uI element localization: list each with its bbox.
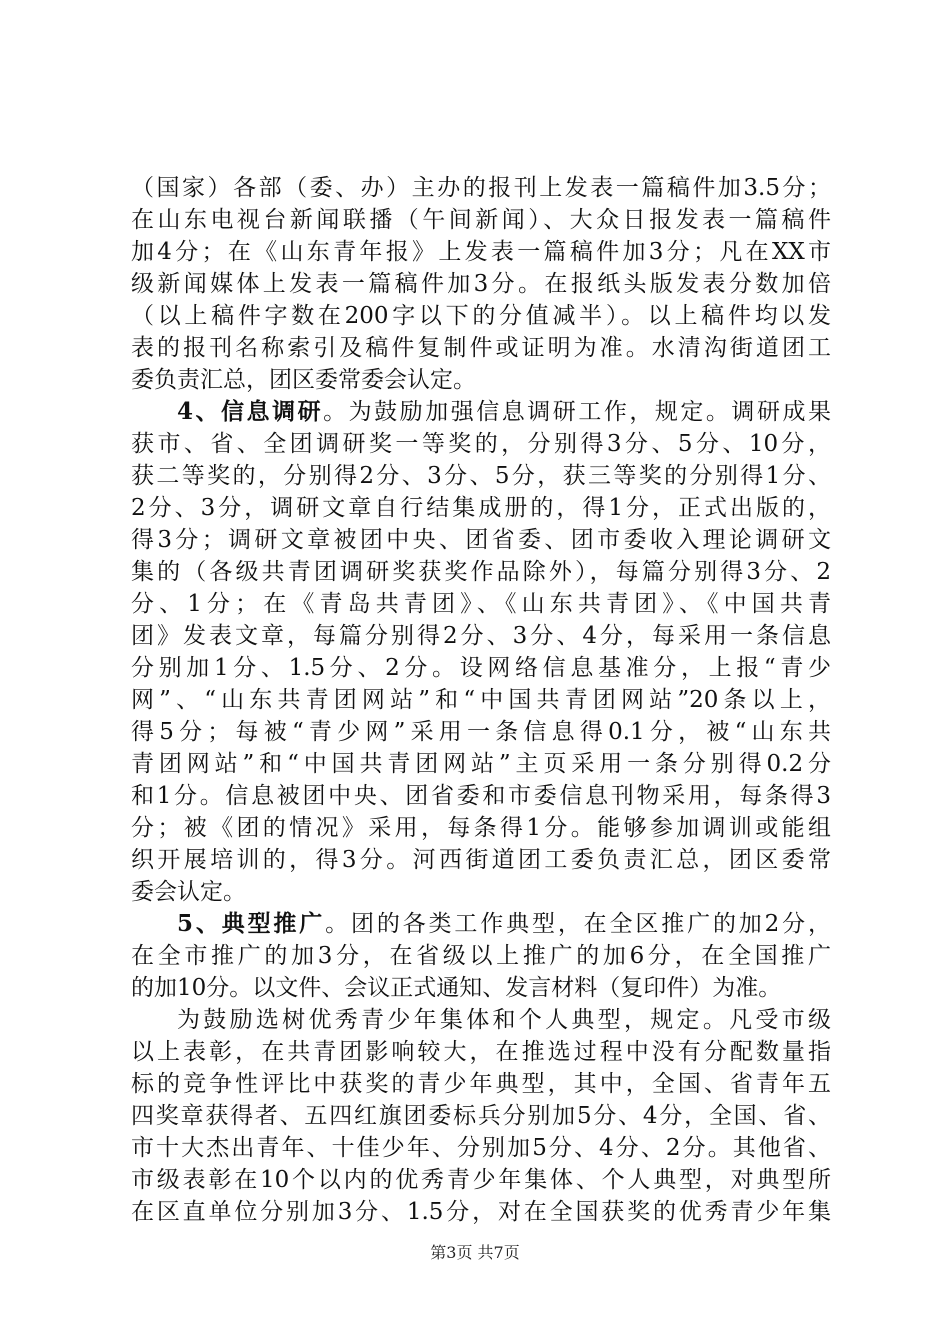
text-line xyxy=(131,556,831,588)
text-line xyxy=(131,1004,831,1036)
text-line xyxy=(131,300,831,332)
line-text: 加4分；在《山东青年报》上发表一篇稿件加3分；凡在XX市 xyxy=(131,239,831,265)
line-text: 织开展培训的，得3分。河西街道团工委负责汇总，团区委常 xyxy=(131,847,831,873)
section-heading: 5、典型推广 xyxy=(177,910,326,937)
text-line xyxy=(131,940,831,972)
text-line xyxy=(131,492,831,524)
text-line xyxy=(131,972,831,1004)
text-line xyxy=(131,172,831,204)
section-heading: 4、信息调研 xyxy=(177,398,324,425)
text-line xyxy=(131,1164,831,1196)
text-line xyxy=(131,684,831,716)
text-line xyxy=(131,1196,831,1228)
line-text: 在区直单位分别加3分、1.5分，对在全国获奖的优秀青少年集 xyxy=(131,1199,831,1225)
line-text: 以上表彰，在共青团影响较大，在推选过程中没有分配数量指 xyxy=(131,1039,831,1065)
line-text: 为鼓励选树优秀青少年集体和个人典型，规定。凡受市级 xyxy=(177,1007,831,1033)
line-text: 2分、3分，调研文章自行结集成册的，得1分，正式出版的， xyxy=(131,495,831,521)
text-line xyxy=(131,748,831,780)
text-line xyxy=(131,460,831,492)
line-text: 标的竞争性评比中获奖的青少年典型，其中，全国、省青年五 xyxy=(131,1071,831,1097)
line-text: 。为鼓励加强信息调研工作，规定。调研成果 xyxy=(323,399,831,425)
line-text: 团》发表文章，每篇分别得2分、3分、4分，每采用一条信息 xyxy=(131,623,831,649)
text-line xyxy=(131,620,831,652)
text-line xyxy=(131,908,831,940)
line-text: （国家）各部（委、办）主办的报刊上发表一篇稿件加3.5分； xyxy=(131,175,831,201)
text-line xyxy=(131,588,831,620)
text-line xyxy=(131,1036,831,1068)
text-line xyxy=(131,204,831,236)
line-text: 市十大杰出青年、十佳少年、分别加5分、4分、2分。其他省、 xyxy=(131,1135,831,1161)
text-line xyxy=(131,236,831,268)
text-line xyxy=(131,428,831,460)
text-line xyxy=(131,716,831,748)
line-text: 分别加1分、1.5分、2分。设网络信息基准分，上报“青少 xyxy=(131,655,831,681)
text-line xyxy=(131,364,831,396)
line-text: 级新闻媒体上发表一篇稿件加3分。在报纸头版发表分数加倍 xyxy=(131,271,831,297)
line-text: 委负责汇总，团区委常委会认定。 xyxy=(131,367,476,393)
line-text: 四奖章获得者、五四红旗团委标兵分别加5分、4分，全国、省、 xyxy=(131,1103,831,1129)
text-line xyxy=(131,652,831,684)
line-text: 委会认定。 xyxy=(131,879,246,905)
document-body xyxy=(131,172,831,1228)
line-text: 在全市推广的加3分，在省级以上推广的加6分，在全国推广 xyxy=(131,943,831,969)
line-text: 的加10分。以文件、会议正式通知、发言材料（复印件）为准。 xyxy=(131,975,782,1001)
line-text: 表的报刊名称索引及稿件复制件或证明为准。水清沟街道团工 xyxy=(131,335,831,361)
text-line xyxy=(131,812,831,844)
line-text: 。团的各类工作典型，在全区推广的加2分， xyxy=(325,911,831,937)
line-text: 获二等奖的，分别得2分、3分、5分，获三等奖的分别得1分、 xyxy=(131,463,831,489)
line-text: 得5分；每被“青少网”采用一条信息得0.1分，被“山东共 xyxy=(131,719,831,745)
line-text: 在山东电视台新闻联播（午间新闻）、大众日报发表一篇稿件 xyxy=(131,207,831,233)
text-line xyxy=(131,332,831,364)
text-line xyxy=(131,524,831,556)
text-line xyxy=(131,1132,831,1164)
text-line xyxy=(131,876,831,908)
line-text: 集的（各级共青团调研奖获奖作品除外），每篇分别得3分、2 xyxy=(131,559,831,585)
page-footer: 第3页 共7页 xyxy=(430,1243,520,1262)
text-line xyxy=(131,1068,831,1100)
text-line xyxy=(131,844,831,876)
line-text: 青团网站”和“中国共青团网站”主页采用一条分别得0.2分 xyxy=(131,751,831,777)
text-line xyxy=(131,780,831,812)
line-text: 市级表彰在10个以内的优秀青少年集体、个人典型，对典型所 xyxy=(131,1167,831,1193)
line-text: 获市、省、全团调研奖一等奖的，分别得3分、5分、10分， xyxy=(131,431,831,457)
line-text: 分；被《团的情况》采用，每条得1分。能够参加调训或能组 xyxy=(131,815,831,841)
text-line xyxy=(131,1100,831,1132)
line-text: 网”、“山东共青团网站”和“中国共青团网站”20条以上， xyxy=(131,687,831,713)
line-text: 分、1分；在《青岛共青团》、《山东共青团》、《中国共青 xyxy=(131,591,831,617)
text-line xyxy=(131,396,831,428)
line-text: 和1分。信息被团中央、团省委和市委信息刊物采用，每条得3 xyxy=(131,783,831,809)
line-text: 得3分；调研文章被团中央、团省委、团市委收入理论调研文 xyxy=(131,527,831,553)
line-text: （以上稿件字数在200字以下的分值减半）。以上稿件均以发 xyxy=(131,303,831,329)
text-line xyxy=(131,268,831,300)
